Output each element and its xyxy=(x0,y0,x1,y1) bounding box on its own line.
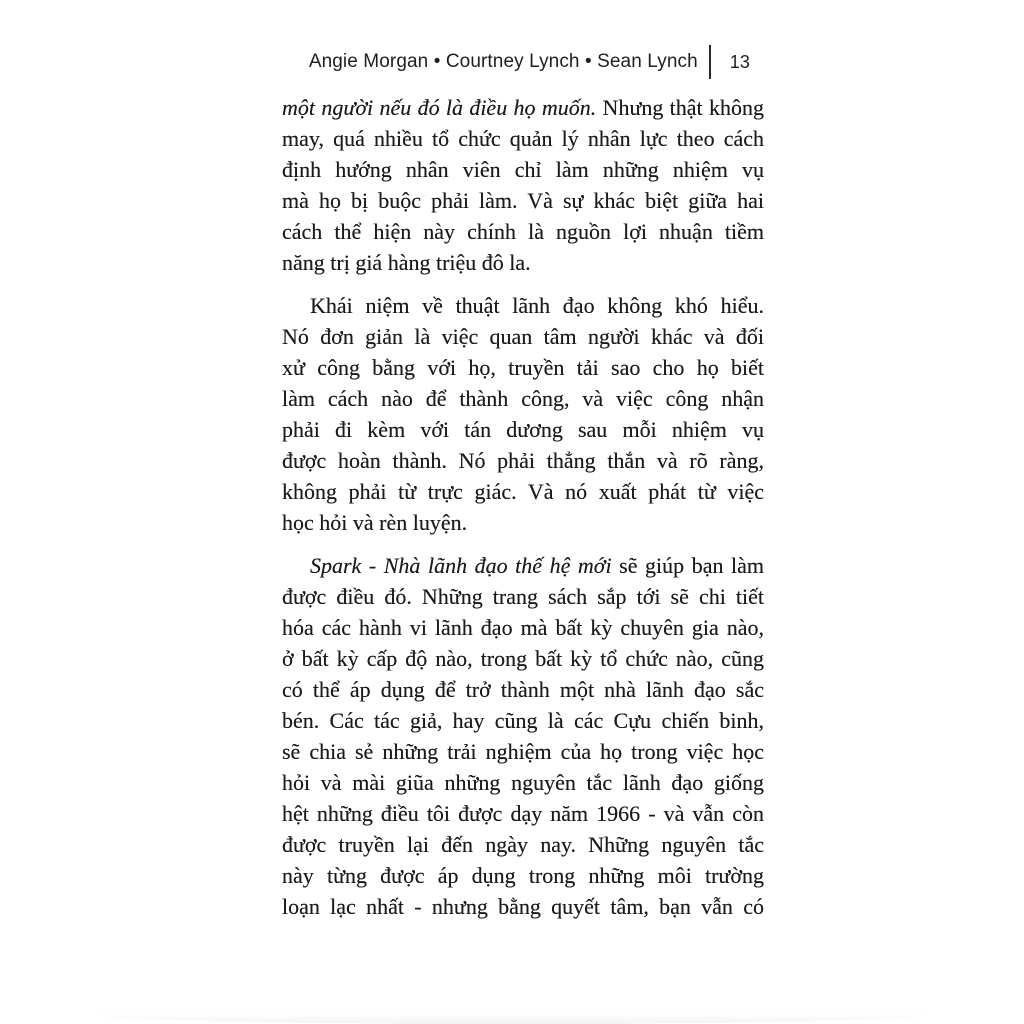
text-line xyxy=(282,352,764,383)
paragraph xyxy=(282,290,764,538)
text-segment: sẽ chia sẻ những trải nghiệm của họ trong việc học xyxy=(282,739,764,764)
text-line xyxy=(282,891,764,922)
text-segment: này từng được áp dụng trong những môi trường xyxy=(282,863,764,888)
text-segment: may, quá nhiều tổ chức quản lý nhân lực theo cách xyxy=(282,126,764,151)
text-segment: không phải từ trực giác. Và nó xuất phát từ việc xyxy=(282,479,764,504)
text-line xyxy=(282,507,764,538)
text-line xyxy=(282,705,764,736)
italic-text-segment: một người nếu đó là điều họ muốn. xyxy=(282,95,597,120)
text-line xyxy=(282,383,764,414)
text-line xyxy=(282,612,764,643)
text-line xyxy=(282,321,764,352)
italic-text-segment: Spark - Nhà lãnh đạo thế hệ mới xyxy=(310,553,612,578)
text-line xyxy=(282,414,764,445)
text-segment: học hỏi và rèn luyện. xyxy=(282,510,468,535)
text-segment: xử công bằng với họ, truyền tải sao cho họ biết xyxy=(282,355,764,380)
content-column xyxy=(282,0,764,1024)
header-divider-bar xyxy=(709,45,711,79)
text-line xyxy=(282,643,764,674)
text-line xyxy=(282,290,764,321)
text-segment: làm cách nào để thành công, và việc công nhận xyxy=(282,386,764,411)
text-line xyxy=(282,154,764,185)
text-segment: ở bất kỳ cấp độ nào, trong bất kỳ tổ chức nào, cũng xyxy=(282,646,764,671)
text-segment: có thể áp dụng để trở thành một nhà lãnh đạo sắc xyxy=(282,677,764,702)
text-line xyxy=(282,445,764,476)
text-line xyxy=(282,476,764,507)
text-segment: hệt những điều tôi được dạy năm 1966 - và vẫn còn xyxy=(282,801,764,826)
text-line xyxy=(282,92,764,123)
text-line xyxy=(282,581,764,612)
text-segment: hỏi và mài giũa những nguyên tắc lãnh đạo giống xyxy=(282,770,764,795)
text-segment: được hoàn thành. Nó phải thẳng thắn và rõ ràng, xyxy=(282,448,764,473)
text-segment: Khái niệm về thuật lãnh đạo không khó hiểu. xyxy=(310,293,764,318)
text-line xyxy=(282,829,764,860)
text-segment: Nhưng thật không xyxy=(596,95,764,120)
text-line xyxy=(282,247,764,278)
text-line xyxy=(282,860,764,891)
text-segment: được truyền lại đến ngày nay. Những nguyên tắc xyxy=(282,832,764,857)
text-line xyxy=(282,767,764,798)
paragraph xyxy=(282,550,764,922)
text-line xyxy=(282,123,764,154)
text-segment: Nó đơn giản là việc quan tâm người khác và đối xyxy=(282,324,764,349)
text-segment: bén. Các tác giả, hay cũng là các Cựu chiến binh, xyxy=(282,708,764,733)
text-segment: mà họ bị buộc phải làm. Và sự khác biệt giữa hai xyxy=(282,188,764,213)
text-line xyxy=(282,674,764,705)
text-segment: phải đi kèm với tán dương sau mỗi nhiệm vụ xyxy=(282,417,764,442)
text-line xyxy=(282,798,764,829)
header-authors: Angie Morgan • Courtney Lynch • Sean Lynch xyxy=(308,51,698,72)
page-bottom-shadow xyxy=(90,1014,934,1024)
text-segment: năng trị giá hàng triệu đô la. xyxy=(282,250,531,275)
running-header xyxy=(282,44,750,80)
text-segment: loạn lạc nhất - nhưng bằng quyết tâm, bạn vẫn có xyxy=(282,894,764,919)
paragraph xyxy=(282,92,764,278)
text-segment: được điều đó. Những trang sách sắp tới sẽ chi tiết xyxy=(282,584,764,609)
text-block xyxy=(282,92,764,934)
text-segment: định hướng nhân viên chỉ làm những nhiệm vụ xyxy=(282,157,764,182)
text-line xyxy=(282,216,764,247)
text-segment: sẽ giúp bạn làm xyxy=(611,553,764,578)
text-line xyxy=(282,185,764,216)
text-segment: cách thể hiện này chính là nguồn lợi nhuận tiềm xyxy=(282,219,764,244)
text-line xyxy=(282,550,764,581)
text-line xyxy=(282,736,764,767)
text-segment: hóa các hành vi lãnh đạo mà bất kỳ chuyên gia nào, xyxy=(282,615,764,640)
page-number: 13 xyxy=(729,51,750,72)
